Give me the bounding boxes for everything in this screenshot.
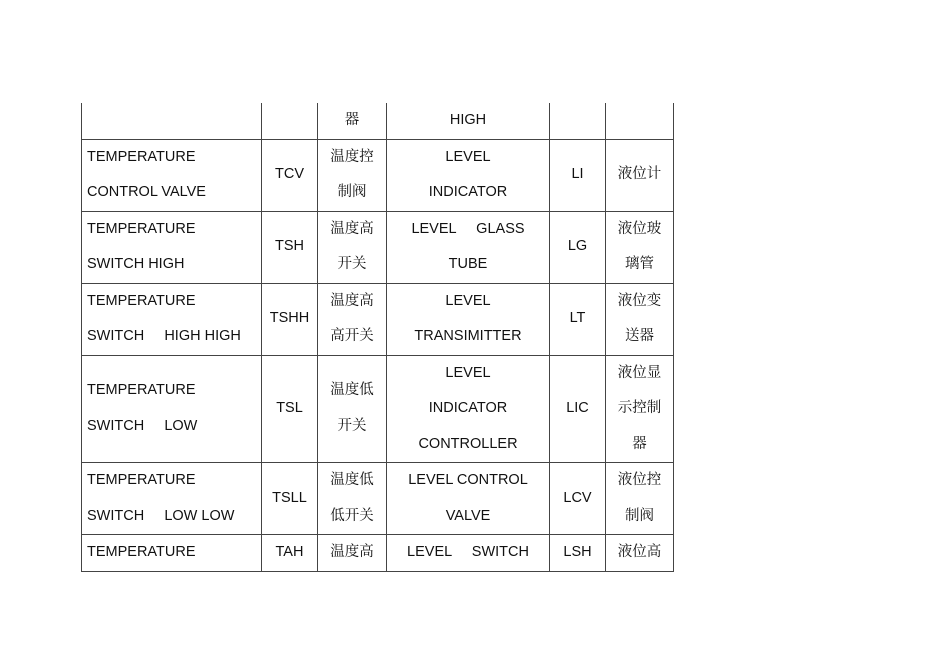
left-english-cell [82,211,262,283]
right-english-cell [387,211,550,283]
instrument-abbreviation-table [81,103,674,572]
right-chinese-cell [606,103,674,139]
right-code-cell [550,103,606,139]
left-code-cell: TCV [262,139,318,211]
left-chinese-line: 器 [344,112,360,128]
left-english-cell [82,103,262,139]
left-chinese-line: 制阀 [337,184,367,200]
right-code-cell: LG [550,211,606,283]
right-english-line: CONTROLLER [418,435,518,452]
right-english-line: HIGH [449,112,487,128]
left-code-cell: TAH [262,535,318,572]
left-english-cell [82,463,262,535]
left-english-line: SWITCH LOW LOW [87,507,235,524]
right-chinese-line: 液位玻 [617,220,662,237]
left-chinese-line: 开关 [337,417,367,434]
left-english-line: TEMPERATURE [87,292,196,309]
left-chinese-cell [318,463,387,535]
table-row [82,535,674,572]
left-chinese-line: 温度高 [330,544,374,560]
right-english-line: LEVEL [445,364,491,381]
left-english-cell [82,355,262,463]
right-chinese-cell [606,355,674,463]
right-chinese-line: 液位高 [617,544,662,560]
left-chinese-line: 高开关 [330,328,374,344]
right-english-cell [387,463,550,535]
right-english-line: INDICATOR [428,184,508,200]
left-english-line: TEMPERATURE [87,148,196,165]
right-english-cell [387,283,550,355]
left-chinese-line: 温度控 [330,148,374,165]
right-chinese-line: 液位控 [617,472,662,488]
right-english-line: TRANSIMITTER [414,328,522,344]
right-code-cell: LSH [550,535,606,572]
right-english-line: LEVEL [445,148,491,165]
right-chinese-line: 液位计 [617,166,662,183]
left-chinese-cell [318,283,387,355]
right-english-cell [387,103,550,139]
right-chinese-cell [606,535,674,572]
left-chinese-line: 温度高 [330,292,374,309]
right-english-line: INDICATOR [428,400,508,416]
left-chinese-line: 温度低 [330,472,374,488]
left-chinese-cell [318,211,387,283]
left-english-line: CONTROL VALVE [87,184,206,200]
right-code-cell: LT [550,283,606,355]
right-chinese-line: 器 [632,435,647,452]
left-english-cell [82,283,262,355]
right-english-line: TUBE [448,256,488,272]
right-chinese-cell [606,283,674,355]
right-chinese-line: 璃管 [625,256,654,272]
left-english-cell [82,535,262,572]
right-chinese-line: 液位显 [617,364,662,381]
left-english-line: TEMPERATURE [87,472,196,488]
left-english-line: TEMPERATURE [87,544,196,560]
left-chinese-line: 开关 [337,256,367,272]
table-row [82,139,674,211]
right-english-cell [387,139,550,211]
left-code-cell: TSL [262,355,318,463]
right-english-cell [387,355,550,463]
left-english-cell [82,139,262,211]
right-chinese-line: 送器 [625,328,654,344]
left-chinese-cell [318,103,387,139]
right-english-line: LEVEL CONTROL [408,472,528,488]
right-code-cell: LCV [550,463,606,535]
left-english-line: SWITCH LOW [87,417,198,434]
left-chinese-line: 温度高 [330,220,374,237]
left-code-cell: TSHH [262,283,318,355]
table-row [82,355,674,463]
left-chinese-line: 温度低 [330,382,374,399]
right-english-line: VALVE [445,507,491,524]
right-chinese-cell [606,139,674,211]
right-chinese-line: 制阀 [625,507,654,524]
left-english-line: SWITCH HIGH [87,256,185,272]
right-english-line: LEVEL SWITCH [407,544,529,560]
left-english-line: SWITCH HIGH HIGH [87,328,241,344]
left-chinese-cell [318,535,387,572]
left-chinese-cell [318,355,387,463]
right-code-cell: LI [550,139,606,211]
left-code-cell: TSH [262,211,318,283]
left-code-cell [262,103,318,139]
right-chinese-cell [606,211,674,283]
table-row [82,211,674,283]
table-row [82,463,674,535]
left-chinese-cell [318,139,387,211]
right-english-cell [387,535,550,572]
table-row [82,103,674,139]
left-code-cell: TSLL [262,463,318,535]
left-english-line: TEMPERATURE [87,220,196,237]
left-chinese-line: 低开关 [330,507,374,524]
right-code-cell: LIC [550,355,606,463]
left-english-line: TEMPERATURE [87,382,196,399]
right-english-line: LEVEL GLASS [411,220,525,237]
right-chinese-line: 液位变 [617,292,662,309]
right-chinese-cell [606,463,674,535]
right-english-line: LEVEL [445,292,491,309]
table-row [82,283,674,355]
right-chinese-line: 示控制 [617,400,662,416]
